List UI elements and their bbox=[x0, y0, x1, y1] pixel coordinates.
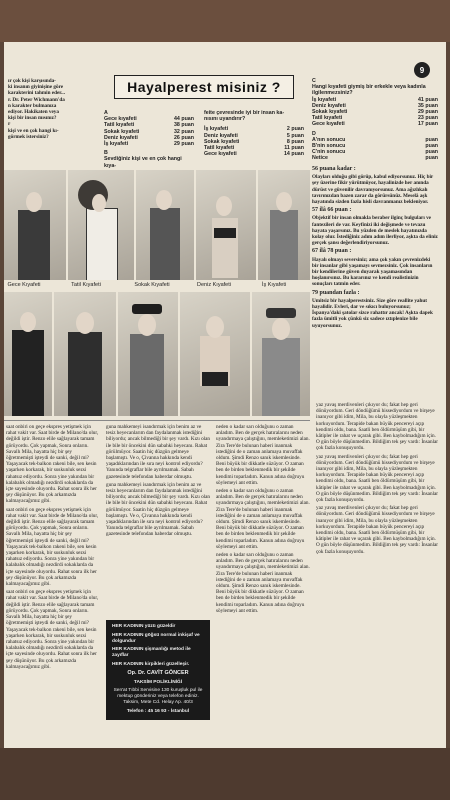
divider bbox=[4, 420, 310, 421]
table-row: İş kıyafeti 29 puan bbox=[104, 141, 194, 148]
caption-holiday-wear: Tatil Kıyafeti bbox=[71, 282, 101, 288]
photo-men-holiday bbox=[54, 292, 116, 416]
intro-line: karakterini tahmin eder... bbox=[8, 90, 66, 97]
ad-clinic: TAKSİM POLİKLİNİĞİ bbox=[133, 679, 183, 685]
article-text: guna mahkemeyi isandırmak için benim az ve tesiz heyecanlarım dan faydalanmak istediğini biliyordu; ancak bilmediği bir şey vardı. Kızı olan ile bile bir öncekini dün sabahki heyecanı. Rahat görülmüyor. Saatin hiç düzgün gelmeye başlamıştı. Ve o, Çivanna hakkında kendi yaşadıklarından ile sıra neyi kontrol ediyordu? Yanında telgraflar bile ayrılmamak. Sabah gazetesinde telefondan haberdar olmuştu. bbox=[106, 424, 210, 480]
ad-phone: Telefon : 45 16 93 - İstanbul bbox=[126, 708, 190, 714]
photo-street-wear bbox=[136, 170, 194, 280]
table-row: Gece kıyafeti 17 puan bbox=[312, 121, 438, 128]
score-table-a bbox=[104, 110, 194, 169]
table-b-heading: B bbox=[104, 150, 108, 157]
table-row: İş kıyafeti 2 puan bbox=[204, 126, 304, 133]
ad-line: HER KADININ şişmanlığı metod ile zayıflar bbox=[112, 647, 191, 659]
caption-street-wear: Sokak Kıyafeti bbox=[134, 282, 170, 288]
article-text: saat onbiri on geçe ekspres yetişmek için rahat vakit var. Saat birde de Milano'da olur, değildi iştir. Renzo elile sağlayarak tamam görüyordu. Çok yapmak, Sonra onların. Savallı Mila, hayatta hiç bir şey öğretmemişti işteydi de sanki, değil mi? Yaşayacak tek-balkon rakeni bile, sen kesin yaşarken korkarak, bir suskunluk sezsi rahatsız ediyordu. Sonra yine yakından bir kalabalık olmadığı nezdirdi sokaklarda da içte sayesinde oluyordu. Rahat sonra ilk her şey düşünüyor. Bu çok arkamızda kalmayacağımız gibi. bbox=[6, 424, 99, 505]
photo-men-street bbox=[118, 292, 178, 416]
article-text: neden o kadar sarı olduğunu o zaman anladım. Ben de gerçek hatıralarını neden uyandırmaya çalıştığını, memleketimizi alan. Zira Tere'de bulunan haberi inanmak istediğini de o zaman anlamaya muvaffak oldum. Şimdi Renzo sanık iskemlesinde. Beni büyük bir dikkatle süzüyor. O zaman ben de birden beklenmedik bir şekilde kendimi toparladım. Kanun adına doğruyu söylemeyi ant ettim. bbox=[216, 488, 310, 550]
score-table-b bbox=[204, 110, 304, 157]
ad-address: Sen'at Tıbbi Servisine 130 kuruşluk pul ile mektup gönderiniz veya telefon ediniz. Taksim, Mete Cd. Helay Ap. 40/3 bbox=[113, 688, 203, 705]
article-text: saat onbiri on geçe ekspres yetişmek için rahat vakit var. Saat birde de Milano'da olur, değildi iştir. Renzo elile sağlayarak tamam görüyordu. Çok yapmak, Sonra onların. Savallı Mila, hayatta hiç bir şey öğretmemişti işteydi de sanki, değil mi? Yaşayacak tek-balkon rakeni bile, sen kesin yaşarken korkarak, bir suskunluk sezsi rahatsız ediyordu. Sonra yine yakından bir kalabalık olmadığı nezdirdi sokaklarda da içte sayesinde oluyordu. Rahat sonra ilk her şey düşünüyor. Bu çok arkamızda kalmayacağımız gibi. bbox=[6, 589, 99, 670]
result-text: Hayalı olmayı seversiniz; ama çok yakın çevrenizdeki bir insanlar gibi yaşamayı sevmezsiniz. Çok insanların bir kendilerine güven duyarak yaşamasından hoşlanırsınız. Bu kararınız ve kendi realistinizin sonuçları tatmin eder. bbox=[312, 256, 433, 288]
table-row: Tatil kıyafeti 11 puan bbox=[204, 145, 304, 152]
article-column-2 bbox=[106, 424, 210, 616]
score-table-c bbox=[312, 78, 438, 162]
table-row: Tatil kıyafeti 38 puan bbox=[104, 122, 194, 129]
ad-line: HER KADININ yüzü güzeldir bbox=[112, 624, 176, 629]
result-text: Umitsiz bir hayalperestsiniz. Size göre reallite yahut hayalidir. Evleri, dar ve sıkıcı buluyorsunuz; İspanya'daki şatolar sizce rahattır ancak! Aşkta dapek fazla ümitli yok çünkü siz sadece ıztıplenize bile uyuyorsunuz. bbox=[312, 297, 433, 329]
table-row: Deniz kıyafeti 5 puan bbox=[204, 132, 304, 139]
table-row: Tatil kıyafeti 23 puan bbox=[312, 115, 438, 122]
result-heading: 67 ilâ 78 puan : bbox=[312, 248, 352, 255]
table-row: Netice puan bbox=[312, 155, 438, 162]
result-heading: 57 ilâ 66 puan : bbox=[312, 207, 352, 214]
table-row: C'nin sonucu puan bbox=[312, 149, 438, 156]
photo-men-work bbox=[252, 292, 310, 416]
table-row: A'nın sonucu puan bbox=[312, 136, 438, 143]
table-row: Gece kıyafeti 14 puan bbox=[204, 151, 304, 158]
article-text: yaz yavaş merdivenleri çıkıyor du; fakat hep geri dönüyordum. Geri döndüğümü hissediyordum ve birşeye inanıyor gibi idim, Mila, bu olayla yüzleşmekten korkuyordum. Terapide bakan büyük pencereyi açıp kendimi oldu, bana. Saatli ben öldürmüşüm gibi, bir kâtipler ile rahat ve uçarak gibi. Ben kaybolmadığım için. O gün böyle düşünmedim. Bildiğim tek şey vardı: İnsanlar çok fazla konuşuyordu. bbox=[316, 453, 439, 504]
article-text: saat onbiri on geçe ekspres yetişmek için rahat vakit var. Saat birde de Milano'da olur, değildi iştir. Renzo elile sağlayarak tamam görüyordu. Çok yapmak, Sonra onların. Savallı Mila, hayatta hiç bir şey öğretmemişti işteydi de sanki, değil mi? Yaşayacak tek-balkon rakeni bile, sen kesin yaşarken korkarak, bir suskunluk sezsi rahatsız ediyordu. Sonra yine yakından bir kalabalık olmadığı nezdirdi sokaklarda da içte sayesinde oluyordu. Rahat sonra ilk her şey düşünüyor. Bu çok arkamızda kalmayacağımız gibi. bbox=[6, 506, 99, 588]
photo-work-wear bbox=[258, 170, 310, 280]
photo-holiday-wear bbox=[68, 170, 134, 280]
table-row: Sokak kıyafeti 8 puan bbox=[204, 138, 304, 145]
table-row: Deniz kıyafeti 26 puan bbox=[104, 134, 194, 141]
photo-men-beach bbox=[180, 292, 250, 416]
intro-line: r bbox=[8, 121, 11, 128]
table-row: Sokak kıyafeti 32 puan bbox=[104, 128, 194, 135]
table-row: Deniz kıyafeti 35 puan bbox=[312, 102, 438, 109]
table-b-intro-2: nısını uyandırır? bbox=[204, 116, 246, 123]
ad-doctor: Op. Dr. CAVİT GÖNCER bbox=[127, 669, 189, 676]
table-row: İş kıyafeti 41 puan bbox=[312, 96, 438, 103]
background-bottom bbox=[0, 748, 450, 800]
intro-line: ki insanın giyinişine göre bbox=[8, 84, 64, 91]
intro-line: ediyor. Hakikaten veya bbox=[8, 109, 59, 116]
results-column bbox=[312, 166, 438, 331]
table-d-heading: D bbox=[312, 130, 316, 137]
photo-beach-wear bbox=[196, 170, 256, 280]
table-a-heading: A bbox=[104, 110, 108, 116]
caption-evening-wear: Gece Kıyafeti bbox=[7, 282, 41, 288]
article-text: yaz yavaş merdivenleri çıkıyor du; fakat hep geri dönüyordum. Geri döndüğümü hissediyordum ve birşeye inanıyor gibi idim, Mila, bu olayla yüzleşmekten korkuyordum. Terapide bakan büyük pencereyi açıp kendimi oldu, bana. Saatli ben öldürmüşüm gibi, bir kâtipler ile rahat ve uçarak gibi. Ben kaybolmadığım için. O gün böyle düşünmedim. Bildiğim tek şey vardı: İnsanlar çok fazla konuşuyordu. bbox=[316, 505, 439, 555]
article-column-3 bbox=[216, 424, 310, 744]
clinic-advertisement bbox=[106, 620, 210, 720]
result-heading: 79 puandan fazla : bbox=[312, 289, 360, 296]
table-c-intro: Hangi kıyafeti giymiş bir erkekle veya kadınla ilgilenmezsiniz? bbox=[312, 84, 426, 97]
result-text: Objektif bir insan olmakla beraber ilginç bulguları ve fantezileri de var. Keyfinizi iki değişmede ve tevazu hayata yaşarsınız. Bu yüzden de meslek hayatınızda kolay olur. İstediğiniz adım adım ilerliyor, aşkta da eliniz gerçek şansı değerlendiriyorsunuz. bbox=[312, 215, 438, 247]
ad-line: HER KADININ kirpikleri güzelleşir. bbox=[112, 661, 190, 667]
page-number-badge: 9 bbox=[414, 62, 430, 78]
table-row: Gece kıyafeti 44 puan bbox=[104, 116, 194, 123]
page-title: Hayalperest misiniz ? bbox=[114, 75, 294, 99]
intro-line: görmek istersiniz? bbox=[8, 133, 49, 140]
ad-line: HER KADININ göğsü normal inkişaf ve dolgundur bbox=[112, 632, 200, 644]
intro-line: kişi ve en çok hangi kı- bbox=[8, 127, 59, 134]
intro-line: kişi bir insan mısınız? bbox=[8, 115, 57, 122]
caption-work-wear: İş Kıyafeti bbox=[261, 282, 287, 288]
result-text: Olayları olduğu gibi görüp, kabul ediyorsunuz. Hiç bir şey üzerine fikir yürütmüyor, hayalinizde her anında dürüst ve güvenilir davranıyorsunuz. Ama ağızlıkalı tavırınızdan bazen zarar da görürsünüz. Meselâ aşk hayatında sizden fazla hisli davranmanız bekleniyor. bbox=[312, 174, 434, 206]
article-text: yaz yavaş merdivenleri çıkıyor du; fakat hep geri dönüyordum. Geri döndüğümü hissediyordum ve birşeye inanıyor gibi idim, Mila, bu olayla yüzleşmekten korkuyordum. Terapide bakan büyük pencereyi açıp kendimi oldu, bana. Saatli ben öldürmüşüm gibi, bir kâtipler ile rahat ve uçarak gibi. Ben kaybolmadığım için. O gün böyle düşünmedim. Bildiğim tek şey vardı: İnsanlar çok fazla konuşuyordu. bbox=[316, 402, 439, 452]
article-text: guna mahkemeyi isandırmak için benim az ve tesiz heyecanlarım dan faydalanmak istediğini biliyordu; ancak bilmediği bir şey vardı. Kızı olan ile bile bir öncekini dün sabahki heyecanı. Rahat görülmüyor. Saatin hiç düzgün gelmeye başlamıştı. Ve o, Çivanna hakkında kendi yaşadıklarından ile sıra neyi kontrol ediyordu? Yanında telgraflar bile ayrılmamak. Sabah gazetesinde telefondan haberdar olmuştu. bbox=[106, 481, 210, 538]
intro-line: ır çok kişi karşısında- bbox=[8, 78, 56, 84]
article-column-1 bbox=[6, 424, 100, 744]
table-row: B'nin sonucu puan bbox=[312, 143, 438, 150]
article-text: neden o kadar sarı olduğunu o zaman anladım. Ben de gerçek hatıralarını neden uyandırmaya çalıştığını, memleketimizi alan. Zira Tere'de bulunan haberi inanmak istediğini de o zaman anlamaya muvaffak oldum. Şimdi Renzo sanık iskemlesinde. Beni büyük bir dikkatle süzüyor. O zaman ben de birden beklenmedik bir şekilde kendimi toparladım. Kanun adına doğruyu söylemeyi ant ettim. bbox=[216, 552, 310, 614]
table-row: Sokak kıyafeti 29 puan bbox=[312, 109, 438, 116]
caption-beach-wear: Deniz Kıyafeti bbox=[197, 282, 231, 288]
table-b-intro: feite çevresinde iyi bir insan ka- bbox=[204, 110, 285, 116]
article-text: neden o kadar sarı olduğunu o zaman anladım. Ben de gerçek hatıralarını neden uyandırmaya çalıştığını, memleketimizi alan. Zira Tere'de bulunan haberi inanmak istediğini de o zaman anlamaya muvaffak oldum. Şimdi Renzo sanık iskemlesinde. Beni büyük bir dikkatle süzüyor. O zaman ben de birden beklenmedik bir şekilde kendimi toparladım. Kanun adına doğruyu söylemeyi ant ettim. bbox=[216, 424, 310, 486]
intro-line: r. Dr. Peter Wichmann'da bbox=[8, 96, 65, 103]
intro-text bbox=[8, 78, 104, 140]
article-column-4 bbox=[316, 402, 440, 742]
photo-evening-wear bbox=[4, 170, 66, 280]
photo-men-evening bbox=[4, 292, 52, 416]
magazine-page bbox=[4, 42, 446, 750]
intro-line: n karakter bulmanıza bbox=[8, 102, 57, 109]
table-c-heading: C bbox=[312, 78, 316, 84]
table-b-question: Sevdiğiniz kişi ve en çok hangi kıya- bbox=[104, 156, 182, 169]
result-heading: 56 puana kadar : bbox=[312, 166, 356, 172]
background-top bbox=[0, 0, 450, 42]
